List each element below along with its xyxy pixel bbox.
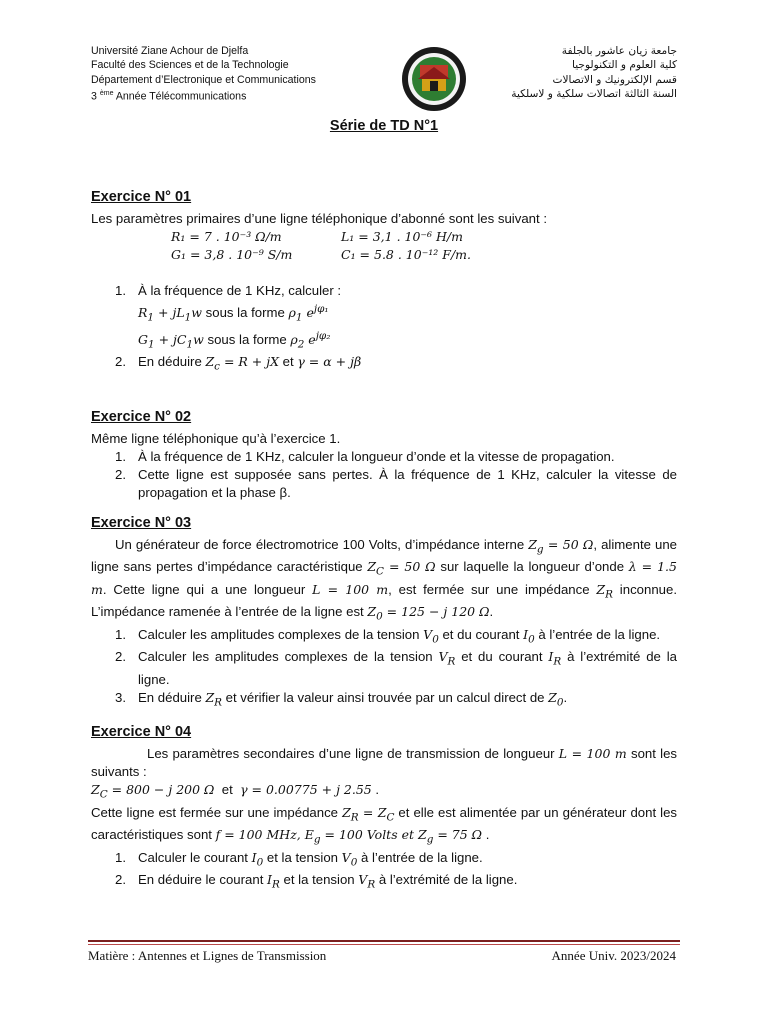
- university-name: Université Ziane Achour de Djelfa: [91, 45, 249, 57]
- document-header: [0, 0, 768, 110]
- header-left-institution: [91, 44, 316, 104]
- page-title: Série de TD N°1: [329, 118, 439, 134]
- exercise-2-question-2: 2. Cette ligne est supposée sans pertes. À la fréquence de 1 KHz, calculer la vitesse de propagation et la phase β.: [115, 466, 677, 500]
- header-right-institution-arabic: [511, 44, 677, 101]
- exercise-1-question-1b: $G_1 + jC_1w$ sous la forme $\rho_2$ $e^{j\varphi_2}$: [138, 329, 331, 351]
- university-logo: [400, 45, 468, 113]
- exercise-1-questions: [91, 282, 677, 376]
- exercise-3-question-3: 3. En déduire $Z_R$ et vérifier la valeur ainsi trouvée par un calcul direct de $Z_0$.: [115, 689, 568, 709]
- footer-subject: Matière : Antennes et Lignes de Transmission: [88, 948, 327, 963]
- department-name: Département d’Electronique et Communications: [91, 73, 316, 86]
- exercise-2-questions: [91, 448, 677, 502]
- exercise-1-question-1a: $R_1 + jL_1w$ sous la forme $\rho_1$ $e^{j\varphi_1}$: [138, 303, 329, 324]
- exercise-1-title: Exercice N° 01: [91, 189, 192, 205]
- exercise-3-intro: Un générateur de force électromotrice 100 Volts, d’impédance interne $Z_g = 50$ Ω, alimente une ligne sans pertes d’impédance caractéristique $Z_C = 50$ Ω sur laquelle la longueur d’onde λ = 1.5 m. Cette ligne qui a une longueur L = 100 m, est fermée sur une impédance $Z_R$ inconnue. L’impédance ramenée à l’entrée de la ligne est $Z_0 = 125 - j$ 120 Ω.: [91, 536, 678, 623]
- exercise-3-question-1: 1. Calculer les amplitudes complexes de la tension $V_0$ et du courant $I_0$ à l’entrée de la ligne.: [115, 626, 661, 646]
- faculty-name: Faculté des Sciences et de la Technologie: [91, 59, 289, 72]
- exercise-1-intro: Les paramètres primaires d’une ligne téléphonique d’abonné sont les suivant :: [91, 211, 547, 226]
- exercise-1-question-1: 1. À la fréquence de 1 KHz, calculer :: [115, 283, 342, 298]
- department-name-ar: قسم الإلكترونيك و الاتصالات: [552, 73, 677, 86]
- exercise-4-title: Exercice N° 04: [91, 724, 192, 741]
- param-c1: C₁ = 5.8 . 10⁻¹² F/m.: [341, 247, 472, 262]
- param-g1: G₁ = 3,8 . 10⁻⁹ S/m: [171, 247, 293, 262]
- faculty-name-ar: كلية العلوم و التكنولوجيا: [571, 59, 677, 72]
- exercise-3-questions: [91, 626, 677, 712]
- exercise-3-title: Exercice N° 03: [91, 514, 192, 531]
- exercise-1-params-row-2: [171, 246, 677, 264]
- exercise-3-question-2: 2. Calculer les amplitudes complexes de la tension $V_R$ et du courant $I_R$ à l’extrémité de la ligne.: [115, 649, 677, 687]
- exercise-2-question-1: 1. À la fréquence de 1 KHz, calculer la longueur d’onde et la vitesse de propagation.: [115, 448, 615, 464]
- footer-divider: [88, 940, 680, 945]
- exercise-1-params-row-1: [171, 228, 677, 246]
- year-level: 3 $^{ème}$ Année Télécommunications: [91, 89, 247, 103]
- university-name-ar: جامعة زيان عاشور بالجلفة: [561, 45, 677, 57]
- footer-academic-year: Année Univ. 2023/2024: [551, 948, 676, 963]
- exercise-4-question-1: 1. Calculer le courant $I_0$ et la tension $V_0$ à l’entrée de la ligne.: [115, 849, 483, 869]
- exercise-2-title: Exercice N° 02: [91, 408, 192, 425]
- exercise-4-intro: Les paramètres secondaires d’une ligne de transmission de longueur L = 100 m sont les suivants :: [91, 746, 677, 780]
- exercise-4-formula: $Z_C = 800 - j$ 200 Ω et γ = 0.00775 + j 2.55 .: [91, 782, 380, 801]
- param-l1: L₁ = 3,1 . 10⁻⁶ H/m: [341, 229, 463, 244]
- exercise-4-text: Cette ligne est fermée sur une impédance $Z_R = Z_C$ et elle est alimentée par un générateur dont les caractéristiques sont f = 100 MHz, $E_g = 100$ Volts et $Z_g = 75$ Ω .: [91, 804, 677, 846]
- exercise-4-questions: [91, 849, 677, 894]
- exercise-4-question-2: 2. En déduire le courant $I_R$ et la tension $V_R$ à l’extrémité de la ligne.: [115, 872, 518, 891]
- exercise-2-intro: Même ligne téléphonique qu’à l’exercice 1.: [91, 430, 341, 446]
- year-level-ar: السنة الثالثة اتصالات سلكية و لاسلكية: [511, 87, 677, 100]
- exercises-content: [91, 188, 677, 894]
- exercise-1-question-2: 2. En déduire $Z_c = R$ + jX et γ = α + jβ: [115, 354, 362, 373]
- param-r1: R₁ = 7 . 10⁻³ Ω/m: [171, 229, 282, 244]
